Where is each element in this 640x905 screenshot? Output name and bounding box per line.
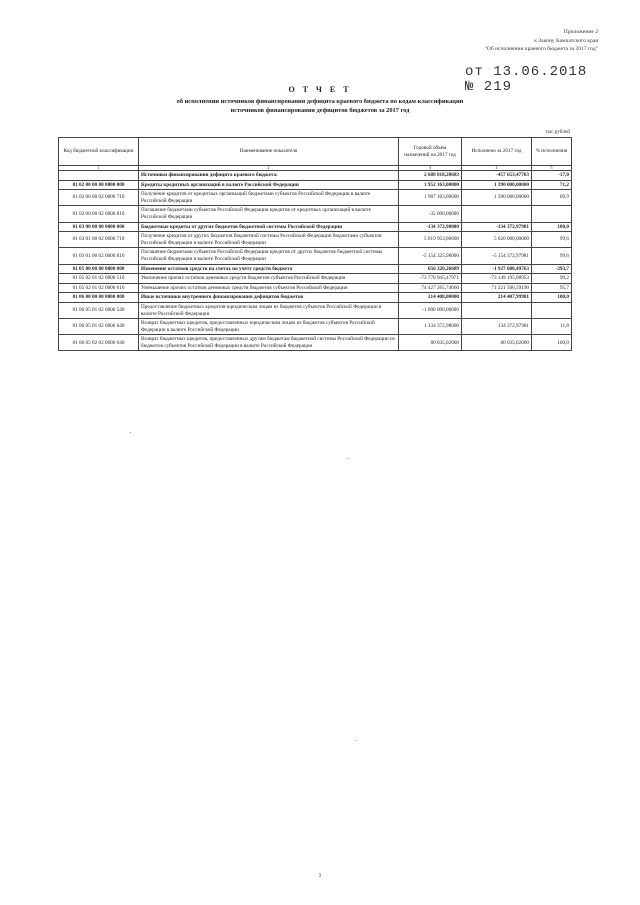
row-code: 01 03 01 00 02 0000 810: [59, 248, 139, 264]
row-plan: 5 019 953,00000: [399, 232, 462, 248]
row-pct: -293,7: [532, 264, 572, 274]
row-plan: 1 134 372,98000: [399, 319, 462, 335]
table-row: [59, 274, 572, 284]
appendix-line-3: "Об исполнении краевого бюджета за 2017 год": [484, 46, 598, 52]
header-code: Код бюджетной классификации: [59, 138, 139, 166]
column-number: 5: [532, 166, 572, 171]
row-code: 01 03 00 00 00 0000 000: [59, 222, 139, 232]
row-name: Возврат бюджетных кредитов, предоставленных юридическим лицам из бюджетов субъектов Российской Федерации в валюте Российской Федерации: [139, 319, 399, 335]
row-plan: 2 688 818,28683: [399, 171, 462, 181]
row-exec: 5 020 000,00000: [462, 232, 532, 248]
row-plan: -73 770 945,47971: [399, 274, 462, 284]
report-title: О Т Ч Е Т: [288, 85, 352, 94]
row-plan: -1 000 000,00000: [399, 302, 462, 318]
page-number: 1: [318, 873, 322, 879]
column-number: 3: [399, 166, 462, 171]
row-code: 01 06 05 01 02 0000 540: [59, 302, 139, 318]
row-name: Кредиты кредитных организаций в валюте Российской Федерации: [139, 180, 399, 190]
report-subtitle: [100, 97, 540, 115]
row-exec: [462, 206, 532, 222]
header-pct: % исполнения: [532, 138, 572, 166]
table-row: [59, 302, 572, 318]
row-name: Предоставление бюджетных кредитов юридическим лицам из бюджетов субъектов Российской Федерации в валюте Российской Федерации: [139, 302, 399, 318]
row-pct: 11,8: [532, 319, 572, 335]
row-pct: 99,6: [532, 232, 572, 248]
row-exec: 71 221 506,59190: [462, 283, 532, 293]
row-code: 01 02 00 00 00 0000 000: [59, 180, 139, 190]
row-plan: -134 372,98000: [399, 222, 462, 232]
row-pct: 95,7: [532, 283, 572, 293]
table-row: [59, 283, 572, 293]
row-pct: 100,0: [532, 335, 572, 351]
header-exec: Исполнено за 2017 год: [462, 138, 532, 166]
row-name: Погашение бюджетами субъектов Российской Федерации кредитов от других бюджетов бюджетной системы Российской Федерации в валюте Российской Федерации: [139, 248, 399, 264]
row-plan: 214 408,00000: [399, 293, 462, 303]
row-exec: -73 149 195,08953: [462, 274, 532, 284]
column-number: 4: [462, 166, 532, 171]
table-row: [59, 180, 572, 190]
header-plan: Годовой объем назначений на 2017 год: [399, 138, 462, 166]
table-row: [59, 232, 572, 248]
stamp-date: от 13.06.2018: [465, 64, 588, 80]
row-plan: 1 952 163,00000: [399, 180, 462, 190]
row-pct: 100,0: [532, 293, 572, 303]
row-code: 01 06 00 00 00 0000 000: [59, 293, 139, 303]
row-name: Получение кредитов от кредитных организаций бюджетами субъектов Российской Федерации в валюте Российской Федерации: [139, 190, 399, 206]
header-row: [59, 138, 572, 166]
row-exec: 1 390 000,00000: [462, 180, 532, 190]
row-pct: 69,9: [532, 190, 572, 206]
row-pct: 71,2: [532, 180, 572, 190]
row-pct: [532, 206, 572, 222]
appendix-note: [398, 28, 598, 54]
table-row: [59, 190, 572, 206]
row-name: Увеличение прочих остатков денежных средств бюджетов субъектов Российской Федерации: [139, 274, 399, 284]
row-name: Уменьшение прочих остатков денежных средств бюджетов субъектов Российской Федерации: [139, 283, 399, 293]
row-name: Источники финансирования дефицита краевого бюджета:: [139, 171, 399, 181]
row-name: Погашение бюджетами субъектов Российской Федерации кредитов от кредитных организаций в валюте Российской Федерации: [139, 206, 399, 222]
row-exec: -1 927 688,49763: [462, 264, 532, 274]
row-name: Бюджетные кредиты от других бюджетов бюджетной системы Российской Федерации: [139, 222, 399, 232]
row-code: 01 05 02 01 02 0000 510: [59, 274, 139, 284]
row-plan: 74 427 265,74660: [399, 283, 462, 293]
row-code: 01 03 01 00 02 0000 710: [59, 232, 139, 248]
subtitle-line-2: источников финансирования дефицитов бюджетов за 2017 год: [230, 107, 410, 114]
row-pct: -17,0: [532, 171, 572, 181]
row-name: Получение кредитов от других бюджетов бюджетной системы Российской Федерации бюджетами субъектов Российской Федерации в валюте Российской Федерации: [139, 232, 399, 248]
row-code: 01 06 05 02 02 0000 640: [59, 335, 139, 351]
row-code: 01 05 02 01 02 0000 610: [59, 283, 139, 293]
row-exec: -5 154 372,97981: [462, 248, 532, 264]
subtitle-line-1: об исполнении источников финансирования дефицита краевого бюджета по кодам классификации: [176, 98, 464, 105]
table-row: [59, 293, 572, 303]
row-pct: 99,2: [532, 274, 572, 284]
table-row: [59, 264, 572, 274]
row-plan: 80 035,02000: [399, 335, 462, 351]
table-row: [59, 248, 572, 264]
row-exec: -457 653,47763: [462, 171, 532, 181]
row-plan: -35 000,00000: [399, 206, 462, 222]
table-row: [59, 335, 572, 351]
table-row: [59, 206, 572, 222]
row-code: 01 05 00 00 00 0000 000: [59, 264, 139, 274]
row-name: Изменение остатков средств на счетах по учету средств бюджета: [139, 264, 399, 274]
scan-speck: [355, 740, 356, 741]
row-exec: -134 372,97981: [462, 222, 532, 232]
row-pct: [532, 302, 572, 318]
row-pct: 100,0: [532, 222, 572, 232]
table-row: [59, 171, 572, 181]
row-code: 01 02 00 00 02 0000 810: [59, 206, 139, 222]
column-number: 2: [139, 166, 399, 171]
row-plan: 1 987 163,00000: [399, 190, 462, 206]
table-row: [59, 319, 572, 335]
units-label: тыс.рублей: [545, 129, 570, 135]
row-plan: -5 154 325,98000: [399, 248, 462, 264]
appendix-line-1: Приложение 2: [563, 29, 598, 35]
row-exec: 80 035,02000: [462, 335, 532, 351]
row-code: 01 02 00 00 02 0000 710: [59, 190, 139, 206]
appendix-line-2: к Закону Камчатского края: [534, 37, 598, 44]
scan-speck: [348, 458, 349, 459]
row-code: 01 06 05 01 02 0000 640: [59, 319, 139, 335]
row-name: Иные источники внутреннего финансирования дефицитов бюджетов: [139, 293, 399, 303]
report-table: [58, 137, 572, 351]
table-row: [59, 222, 572, 232]
scan-speck: [130, 432, 131, 433]
row-exec: 214 407,99981: [462, 293, 532, 303]
column-number: 1: [59, 166, 139, 171]
stamp-number: № 219: [465, 79, 513, 95]
row-plan: 656 320,26689: [399, 264, 462, 274]
row-exec: 1 390 000,00000: [462, 190, 532, 206]
row-name: Возврат бюджетных кредитов, предоставленных другим бюджетам бюджетной системы Российской Федерации из бюджетов субъектов Российской Федерации в валюте Российской Федерации: [139, 335, 399, 351]
row-pct: 99,6: [532, 248, 572, 264]
row-code: [59, 171, 139, 181]
row-exec: [462, 302, 532, 318]
header-name: Наименование показателя: [139, 138, 399, 166]
row-exec: 134 372,97981: [462, 319, 532, 335]
